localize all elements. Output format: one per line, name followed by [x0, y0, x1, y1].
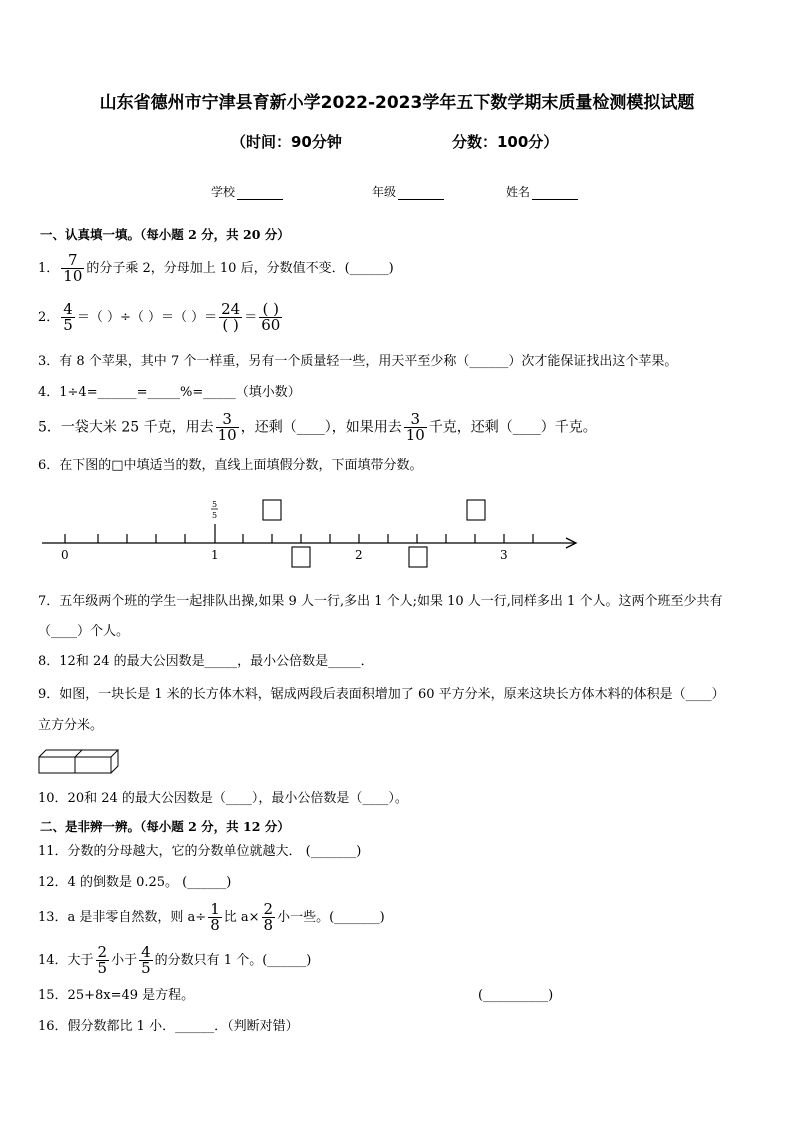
question-3: 3．有 8 个苹果，其中 7 个一样重，另有一个质量轻一些，用天平至少称（______）次才能保证找出这个苹果。	[38, 354, 678, 369]
question-11: 11．分数的分母越大，它的分数单位就越大． (_______)	[38, 844, 362, 859]
exam-time: （时间：90分钟	[231, 133, 342, 151]
question-9-line-1: 9．如图，一块长是 1 米的长方体木料，锯成两段后表面积增加了 60 平方分米，原来这块长方体木料的体积是（____）	[38, 687, 725, 702]
question-15-blank: (__________)	[478, 988, 554, 1003]
page-title: 山东省德州市宁津县育新小学2022-2023学年五下数学期末质量检测模拟试题	[99, 93, 695, 113]
svg-text:5: 5	[212, 511, 218, 520]
tick-label-2: 2	[355, 548, 363, 562]
answer-box-below-1	[292, 547, 310, 567]
section-heading-2: 二、是非辨一辨。（每小题 2 分，共 12 分）	[40, 819, 290, 834]
tick-label-0: 0	[61, 548, 69, 562]
question-13: 13．a 是非零自然数，则 a÷ $\frac{1}{8}$ 比 a× $\frac{2}{8}$ 小一些。(_______)	[38, 900, 385, 934]
answer-box-below-2	[409, 547, 427, 567]
question-7-line-1: 7．五年级两个班的学生一起排队出操,如果 9 人一行,多出 1 个人;如果 10 人一行,同样多出 1 个人。这两个班至少共有	[38, 594, 723, 609]
question-6: 6．在下图的□中填适当的数，直线上面填假分数，下面填带分数。	[38, 458, 423, 473]
question-14: 14．大于 $\frac{2}{5}$ 小于 $\frac{4}{5}$ 的分数只有 1 个。(______)	[38, 943, 312, 977]
question-8: 8．12和 24 的最大公因数是_____，最小公倍数是_____．	[38, 654, 374, 669]
svg-text:5: 5	[212, 500, 218, 509]
question-4: 4．1÷4=______=_____%=_____（填小数）	[38, 385, 301, 400]
section-heading-1: 一、认真填一填。（每小题 2 分，共 20 分）	[40, 227, 290, 242]
number-line-ticks	[65, 524, 533, 543]
answer-box-above-1	[263, 500, 281, 520]
school-field: 学校	[211, 183, 283, 200]
answer-box-above-2	[467, 500, 485, 520]
question-9-line-2: 立方分米。	[38, 718, 104, 733]
number-line	[40, 490, 585, 570]
question-5: 5．一袋大米 25 千克，用去 $\frac{3}{10}$ ，还剩（____），如果用去 $\frac{3}{10}$ 千克，还剩（____）千克。	[38, 410, 597, 444]
tick-label-3: 3	[500, 548, 508, 562]
fraction-five-fifths	[211, 500, 218, 520]
exam-score: 分数：100分）	[452, 133, 559, 151]
question-7-line-2: （____）个人。	[38, 624, 130, 639]
cuboid-figure	[38, 749, 120, 775]
question-10: 10．20和 24 的最大公因数是（____），最小公倍数是（____）。	[38, 791, 408, 806]
tick-label-1: 1	[211, 548, 219, 562]
question-2: 2． $\frac{4}{5}$ ＝（ ）÷（ ）＝（ ）＝ $\frac{24}{( )}$ ＝ $\frac{( )}{60}$	[38, 300, 281, 334]
question-15: 15．25+8x=49 是方程。	[38, 988, 195, 1003]
question-16: 16．假分数都比 1 小．______．（判断对错）	[38, 1019, 299, 1034]
question-12: 12．4 的倒数是 0.25。 (______)	[38, 875, 232, 890]
name-field: 姓名	[506, 183, 578, 200]
question-1: 1． $\frac{7}{10}$ 的分子乘 2，分母加上 10 后，分数值不变．(______)	[38, 251, 394, 285]
grade-field: 年级	[372, 183, 444, 200]
